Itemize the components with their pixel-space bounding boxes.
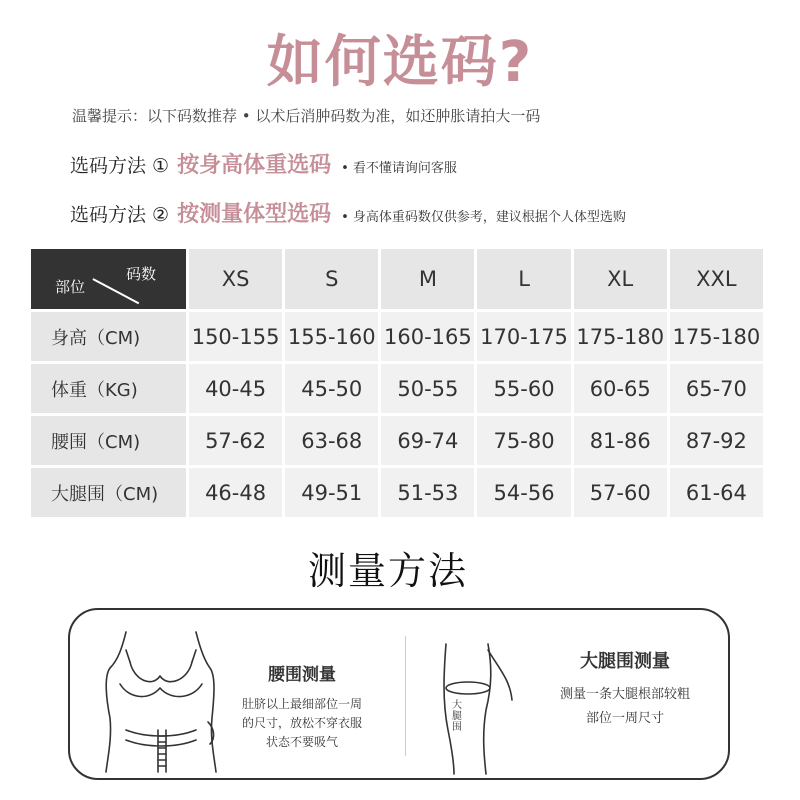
- table-cell: 51-53: [381, 468, 474, 517]
- size-header: XL: [574, 249, 667, 309]
- table-cell: 150-155: [189, 312, 282, 361]
- table-cell: 57-62: [189, 416, 282, 465]
- thigh-measure-desc-1: 测量一条大腿根部较粗: [559, 687, 690, 702]
- method-1-note: • 看不懂请询问客服: [341, 161, 457, 176]
- table-row: [31, 312, 763, 361]
- panel-divider: [405, 636, 406, 756]
- table-cell: 54-56: [477, 468, 570, 517]
- table-cell: 57-60: [574, 468, 667, 517]
- size-header: S: [285, 249, 378, 309]
- table-cell: 81-86: [574, 416, 667, 465]
- table-cell: 175-180: [670, 312, 763, 361]
- waist-figure-icon: [96, 628, 226, 774]
- method-1: [70, 148, 457, 179]
- table-cell: 65-70: [670, 364, 763, 413]
- method-1-prefix: 选码方法 ①: [70, 155, 170, 177]
- method-2: [70, 197, 626, 228]
- table-cell: 61-64: [670, 468, 763, 517]
- row-label: 身高（CM): [31, 312, 186, 361]
- waist-measure-desc-3: 状态不要吸气: [265, 735, 338, 749]
- thigh-figure-label: 大腿围: [452, 700, 462, 733]
- row-label: 大腿围（CM): [31, 468, 186, 517]
- table-row: [31, 416, 763, 465]
- thigh-measure-title: 大腿围测量: [580, 651, 670, 672]
- table-cell: 40-45: [189, 364, 282, 413]
- waist-measure-title: 腰围测量: [268, 665, 336, 685]
- row-label: 体重（KG): [31, 364, 186, 413]
- method-1-main: 按身高体重选码: [177, 153, 332, 178]
- table-cell: 69-74: [381, 416, 474, 465]
- table-cell: 87-92: [670, 416, 763, 465]
- table-cell: 45-50: [285, 364, 378, 413]
- size-header: L: [477, 249, 570, 309]
- table-cell: 63-68: [285, 416, 378, 465]
- measure-title: 测量方法: [307, 549, 468, 593]
- corner-part-label: 部位: [55, 278, 86, 296]
- corner-cell: [31, 249, 186, 309]
- thigh-measure-desc-2: 部位一周尺寸: [585, 711, 664, 726]
- waist-measure-text: [226, 660, 378, 752]
- table-cell: 175-180: [574, 312, 667, 361]
- method-2-note: • 身高体重码数仅供参考，建议根据个人体型选购: [341, 210, 626, 225]
- table-row: [31, 364, 763, 413]
- table-row: [31, 468, 763, 517]
- table-cell: 49-51: [285, 468, 378, 517]
- page-title: 如何选码?: [266, 30, 534, 95]
- size-header: XS: [189, 249, 282, 309]
- table-cell: 60-65: [574, 364, 667, 413]
- thigh-measure-text: [540, 647, 710, 731]
- size-table: [28, 246, 766, 520]
- table-cell: 50-55: [381, 364, 474, 413]
- table-cell: 46-48: [189, 468, 282, 517]
- corner-size-label: 码数: [125, 265, 156, 283]
- thigh-figure-icon: [430, 640, 530, 776]
- table-cell: 75-80: [477, 416, 570, 465]
- size-header: XXL: [670, 249, 763, 309]
- size-header: M: [381, 249, 474, 309]
- method-2-prefix: 选码方法 ②: [70, 204, 170, 226]
- table-cell: 160-165: [381, 312, 474, 361]
- method-2-main: 按测量体型选码: [177, 202, 332, 227]
- table-cell: 155-160: [285, 312, 378, 361]
- waist-measure-desc-2: 的尺寸，放松不穿衣服: [241, 716, 362, 730]
- waist-measure-desc-1: 肚脐以上最细部位一周: [241, 697, 362, 711]
- tip-text: 温馨提示：以下码数推荐 • 以术后消肿码数为准，如还肿胀请拍大一码: [72, 107, 541, 125]
- table-cell: 55-60: [477, 364, 570, 413]
- row-label: 腰围（CM): [31, 416, 186, 465]
- size-header-row: [31, 249, 763, 309]
- table-cell: 170-175: [477, 312, 570, 361]
